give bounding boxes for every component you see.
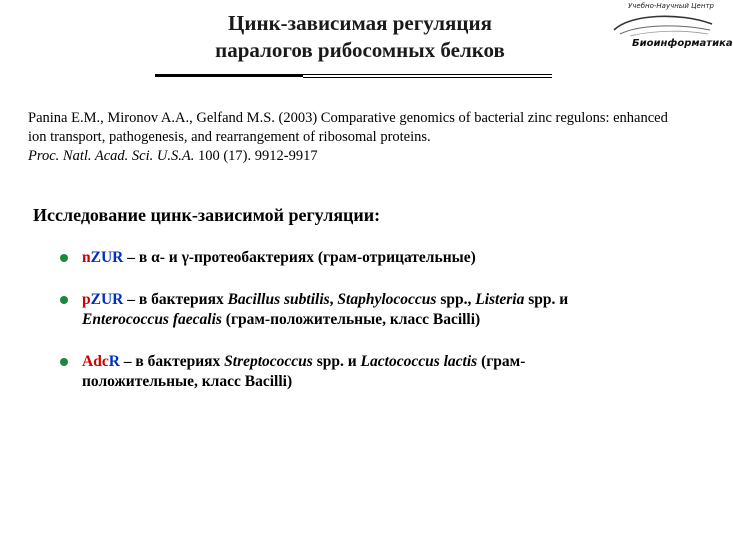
organism-name: Streptococcus xyxy=(224,353,313,370)
regulator-name: nZUR xyxy=(82,249,124,266)
bullet-dot-icon xyxy=(60,296,68,304)
organism-name: Enterococcus faecalis xyxy=(82,311,222,328)
regulator-name: pZUR xyxy=(82,291,124,308)
section-heading: Исследование цинк-зависимой регуляции: xyxy=(33,205,381,225)
citation xyxy=(28,109,688,166)
citation-journal: Proc. Natl. Acad. Sci. U.S.A. xyxy=(28,148,195,164)
slide-title-line1: Цинк-зависимая регуляция xyxy=(228,11,492,35)
list-item xyxy=(60,248,620,268)
list-item: pZUR – в бактериях Bacillus subtilis, Staphylococcus spp., Listeria spp. и Enterococcus faecalis (грам-положительные, класс Bacilli) xyxy=(60,290,620,330)
citation-authors-title: Panina E.M., Mironov A.A., Gelfand M.S. (2003) Comparative genomics of bacterial zinc regulons: enhanced ion transport, pathogenesis, and rearrangement of ribosomal proteins. xyxy=(28,110,668,145)
bullet-dot-icon xyxy=(60,254,68,262)
organism-name: Lactococcus lactis xyxy=(360,353,478,370)
list-item: AdcR – в бактериях Streptococcus spp. и Lactococcus lactis (грам-положительные, класс Bacilli) xyxy=(60,352,620,392)
citation-volume: 100 (17). xyxy=(197,148,252,164)
title-underline xyxy=(155,74,552,79)
citation-pages: 9912-9917 xyxy=(254,148,318,164)
bullet-dot-icon xyxy=(60,358,68,366)
organism-name: Bacillus subtilis xyxy=(227,291,330,308)
organism-name: Listeria xyxy=(475,291,525,308)
slide-title xyxy=(150,10,570,64)
bioinformatics-logo xyxy=(600,0,733,62)
slide-title-line2: паралогов рибосомных белков xyxy=(215,38,505,62)
logo-top-text: Учебно-Научный Центр xyxy=(628,2,714,10)
regulator-name: AdcR xyxy=(82,353,120,370)
logo-bottom-text: Биоинформатика xyxy=(632,38,733,49)
bullet-text: – в α- и γ-протеобактериях (грам-отрицательные) xyxy=(123,249,476,266)
bullet-list xyxy=(60,248,620,392)
organism-name: Staphylococcus xyxy=(337,291,437,308)
